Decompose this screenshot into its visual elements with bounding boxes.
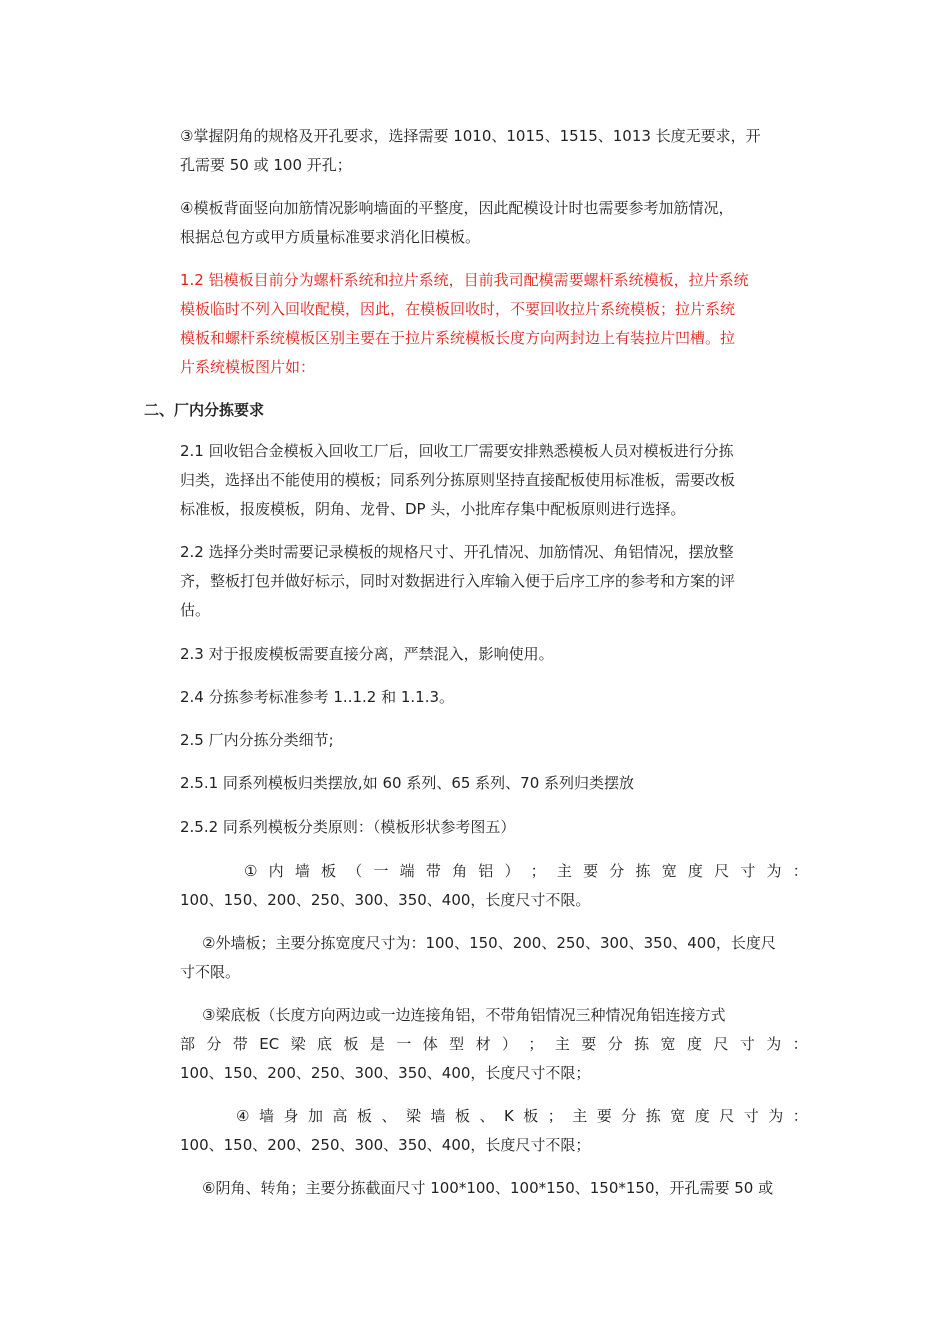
spaced-char: 、 — [479, 1107, 495, 1125]
spaced-char: ； — [528, 1035, 544, 1053]
spaced-char: 宽 — [660, 1035, 676, 1053]
spaced-char: EC — [259, 1035, 280, 1053]
spaced-char: 墙 — [258, 1107, 274, 1125]
spaced-char: 要 — [583, 862, 599, 880]
spaced-char: 部 — [180, 1035, 196, 1053]
spaced-char: 墙 — [294, 862, 310, 880]
spaced-char: 为 — [766, 1035, 782, 1053]
text-line: 估。 — [180, 601, 211, 619]
text-line: ③梁底板（长度方向两边或一边连接角铝，不带角铝情况三种情况角铝连接方式 — [202, 1006, 726, 1024]
spaced-char: 寸 — [739, 1035, 755, 1053]
paragraph-2-1 — [180, 437, 808, 524]
spaced-char: 板 — [343, 1035, 359, 1053]
spaced-char: ） — [504, 862, 520, 880]
spaced-char: 型 — [449, 1035, 465, 1053]
text-line: 归类，选择出不能使用的模板；同系列分拣原则坚持直接配板使用标准板，需要改板 — [180, 471, 736, 489]
spaced-char: 体 — [422, 1035, 438, 1053]
text-line: 100、150、200、250、300、350、400，长度尺寸不限； — [180, 1136, 591, 1154]
list-item-wall-raise — [180, 1102, 808, 1160]
spaced-char: 度 — [687, 862, 703, 880]
text-line: 标准板，报废模板，阴角、龙骨、DP 头，小批库存集中配板原则进行选择。 — [180, 500, 686, 518]
spaced-char: 是 — [369, 1035, 385, 1053]
spaced-char: ： — [792, 1035, 808, 1053]
spaced-char: 尺 — [719, 1107, 735, 1125]
spaced-char: 内 — [268, 862, 284, 880]
spaced-char: 身 — [283, 1107, 299, 1125]
spaced-char: 底 — [317, 1035, 333, 1053]
spaced-char: ； — [530, 862, 546, 880]
text-line: 模板和螺杆系统模板区别主要在于拉片系统模板长度方向两封边上有装拉片凹槽。拉 — [180, 329, 736, 347]
spaced-char: 度 — [694, 1107, 710, 1125]
spaced-char: 尺 — [713, 1035, 729, 1053]
spaced-char: 高 — [332, 1107, 348, 1125]
spaced-char: 拣 — [634, 1035, 650, 1053]
spaced-char: 材 — [475, 1035, 491, 1053]
text-line: 片系统模板图片如： — [180, 358, 316, 376]
spaced-char: 分 — [609, 862, 625, 880]
spaced-char: 板 — [356, 1107, 372, 1125]
spaced-char: 为 — [766, 862, 782, 880]
spaced-char: 板 — [454, 1107, 470, 1125]
spaced-char: 梁 — [290, 1035, 306, 1053]
paragraph-2-5-1: 2.5.1 同系列模板归类摆放,如 60 系列、65 系列、70 系列归类摆放 — [180, 774, 635, 792]
spaced-char: 主 — [556, 862, 572, 880]
text-line: ③掌握阴角的规格及开孔要求，选择需要 1010、1015、1515、1013 长度无要求，开 — [180, 127, 761, 145]
paragraph-2-2 — [180, 538, 808, 625]
spaced-char: ： — [792, 862, 808, 880]
spaced-char: 带 — [425, 862, 441, 880]
spaced-char: 加 — [307, 1107, 323, 1125]
text-line: 模板临时不列入回收配模，因此，在模板回收时，不要回收拉片系统模板；拉片系统 — [180, 300, 736, 318]
text-line: ④模板背面竖向加筋情况影响墙面的平整度，因此配模设计时也需要参考加筋情况， — [180, 199, 734, 217]
text-line: ②外墙板；主要分拣宽度尺寸为：100、150、200、250、300、350、400，长度尺 — [202, 934, 776, 952]
paragraph-2-3: 2.3 对于报废模板需要直接分离，严禁混入，影响使用。 — [180, 645, 554, 663]
spaced-char: 主 — [554, 1035, 570, 1053]
spaced-char: ④ — [236, 1107, 250, 1125]
spaced-char: （ — [347, 862, 363, 880]
spaced-char: 尺 — [714, 862, 730, 880]
spaced-char: 墙 — [430, 1107, 446, 1125]
text-line: 根据总包方或甲方质量标准要求消化旧模板。 — [180, 228, 481, 246]
justified-line — [180, 1030, 808, 1059]
text-line: 100、150、200、250、300、350、400，长度尺寸不限。 — [180, 891, 591, 909]
text-line: 100、150、200、250、300、350、400，长度尺寸不限； — [180, 1064, 591, 1082]
text-line: 1.2 铝模板目前分为螺杆系统和拉片系统，目前我司配模需要螺杆系统模板，拉片系统 — [180, 271, 749, 289]
spaced-char: 、 — [381, 1107, 397, 1125]
spaced-char: 分 — [206, 1035, 222, 1053]
list-item-corner — [180, 1174, 808, 1203]
spaced-char: 带 — [232, 1035, 248, 1053]
text-line: 齐，整板打包并做好标示，同时对数据进行入库输入便于后序工序的参考和方案的评 — [180, 572, 736, 590]
text-line: 2.2 选择分类时需要记录模板的规格尺寸、开孔情况、加筋情况、角铝情况，摆放整 — [180, 543, 734, 561]
spaced-char: 分 — [607, 1035, 623, 1053]
justified-line — [180, 1102, 808, 1131]
spaced-char: 角 — [452, 862, 468, 880]
list-item-inner-wall — [180, 857, 808, 915]
spaced-char: ① — [244, 862, 258, 880]
text-line: ⑥阴角、转角；主要分拣截面尺寸 100*100、100*150、150*150，开孔需要 50 或 — [202, 1179, 774, 1197]
spaced-char: 寸 — [740, 862, 756, 880]
paragraph-2-4: 2.4 分拣参考标准参考 1..1.2 和 1.1.3。 — [180, 688, 455, 706]
text-line: 寸不限。 — [180, 963, 241, 981]
spaced-char: K — [503, 1107, 514, 1125]
justified-line — [180, 857, 808, 886]
spaced-char: 一 — [396, 1035, 412, 1053]
spaced-char: 宽 — [670, 1107, 686, 1125]
list-item-beam-bottom — [180, 1001, 808, 1088]
spaced-char: 铝 — [478, 862, 494, 880]
spaced-char: 梁 — [405, 1107, 421, 1125]
spaced-char: ） — [502, 1035, 518, 1053]
spaced-char: 板 — [523, 1107, 539, 1125]
spaced-char: 度 — [686, 1035, 702, 1053]
paragraph-2-5-2: 2.5.2 同系列模板分类原则：（模板形状参考图五） — [180, 818, 516, 836]
section-heading: 二、厂内分拣要求 — [144, 401, 265, 419]
spaced-char: 寸 — [743, 1107, 759, 1125]
list-item-outer-wall — [180, 929, 808, 987]
paragraph-corner-spec — [180, 122, 808, 180]
paragraph-2-5: 2.5 厂内分拣分类细节; — [180, 731, 334, 749]
text-line: 2.1 回收铝合金模板入回收工厂后，回收工厂需要安排熟悉模板人员对模板进行分拣 — [180, 442, 734, 460]
spaced-char: 要 — [581, 1035, 597, 1053]
spaced-char: 主 — [572, 1107, 588, 1125]
paragraph-system-note — [180, 266, 808, 382]
spaced-char: 拣 — [635, 862, 651, 880]
spaced-char: 一 — [373, 862, 389, 880]
text-line: 孔需要 50 或 100 开孔； — [180, 156, 352, 174]
spaced-char: 拣 — [645, 1107, 661, 1125]
spaced-char: 分 — [621, 1107, 637, 1125]
spaced-char: 板 — [321, 862, 337, 880]
spaced-char: 要 — [596, 1107, 612, 1125]
spaced-char: ： — [792, 1107, 808, 1125]
spaced-char: ； — [547, 1107, 563, 1125]
spaced-char: 端 — [399, 862, 415, 880]
paragraph-reinforcement — [180, 194, 808, 252]
spaced-char: 为 — [768, 1107, 784, 1125]
spaced-char: 宽 — [661, 862, 677, 880]
